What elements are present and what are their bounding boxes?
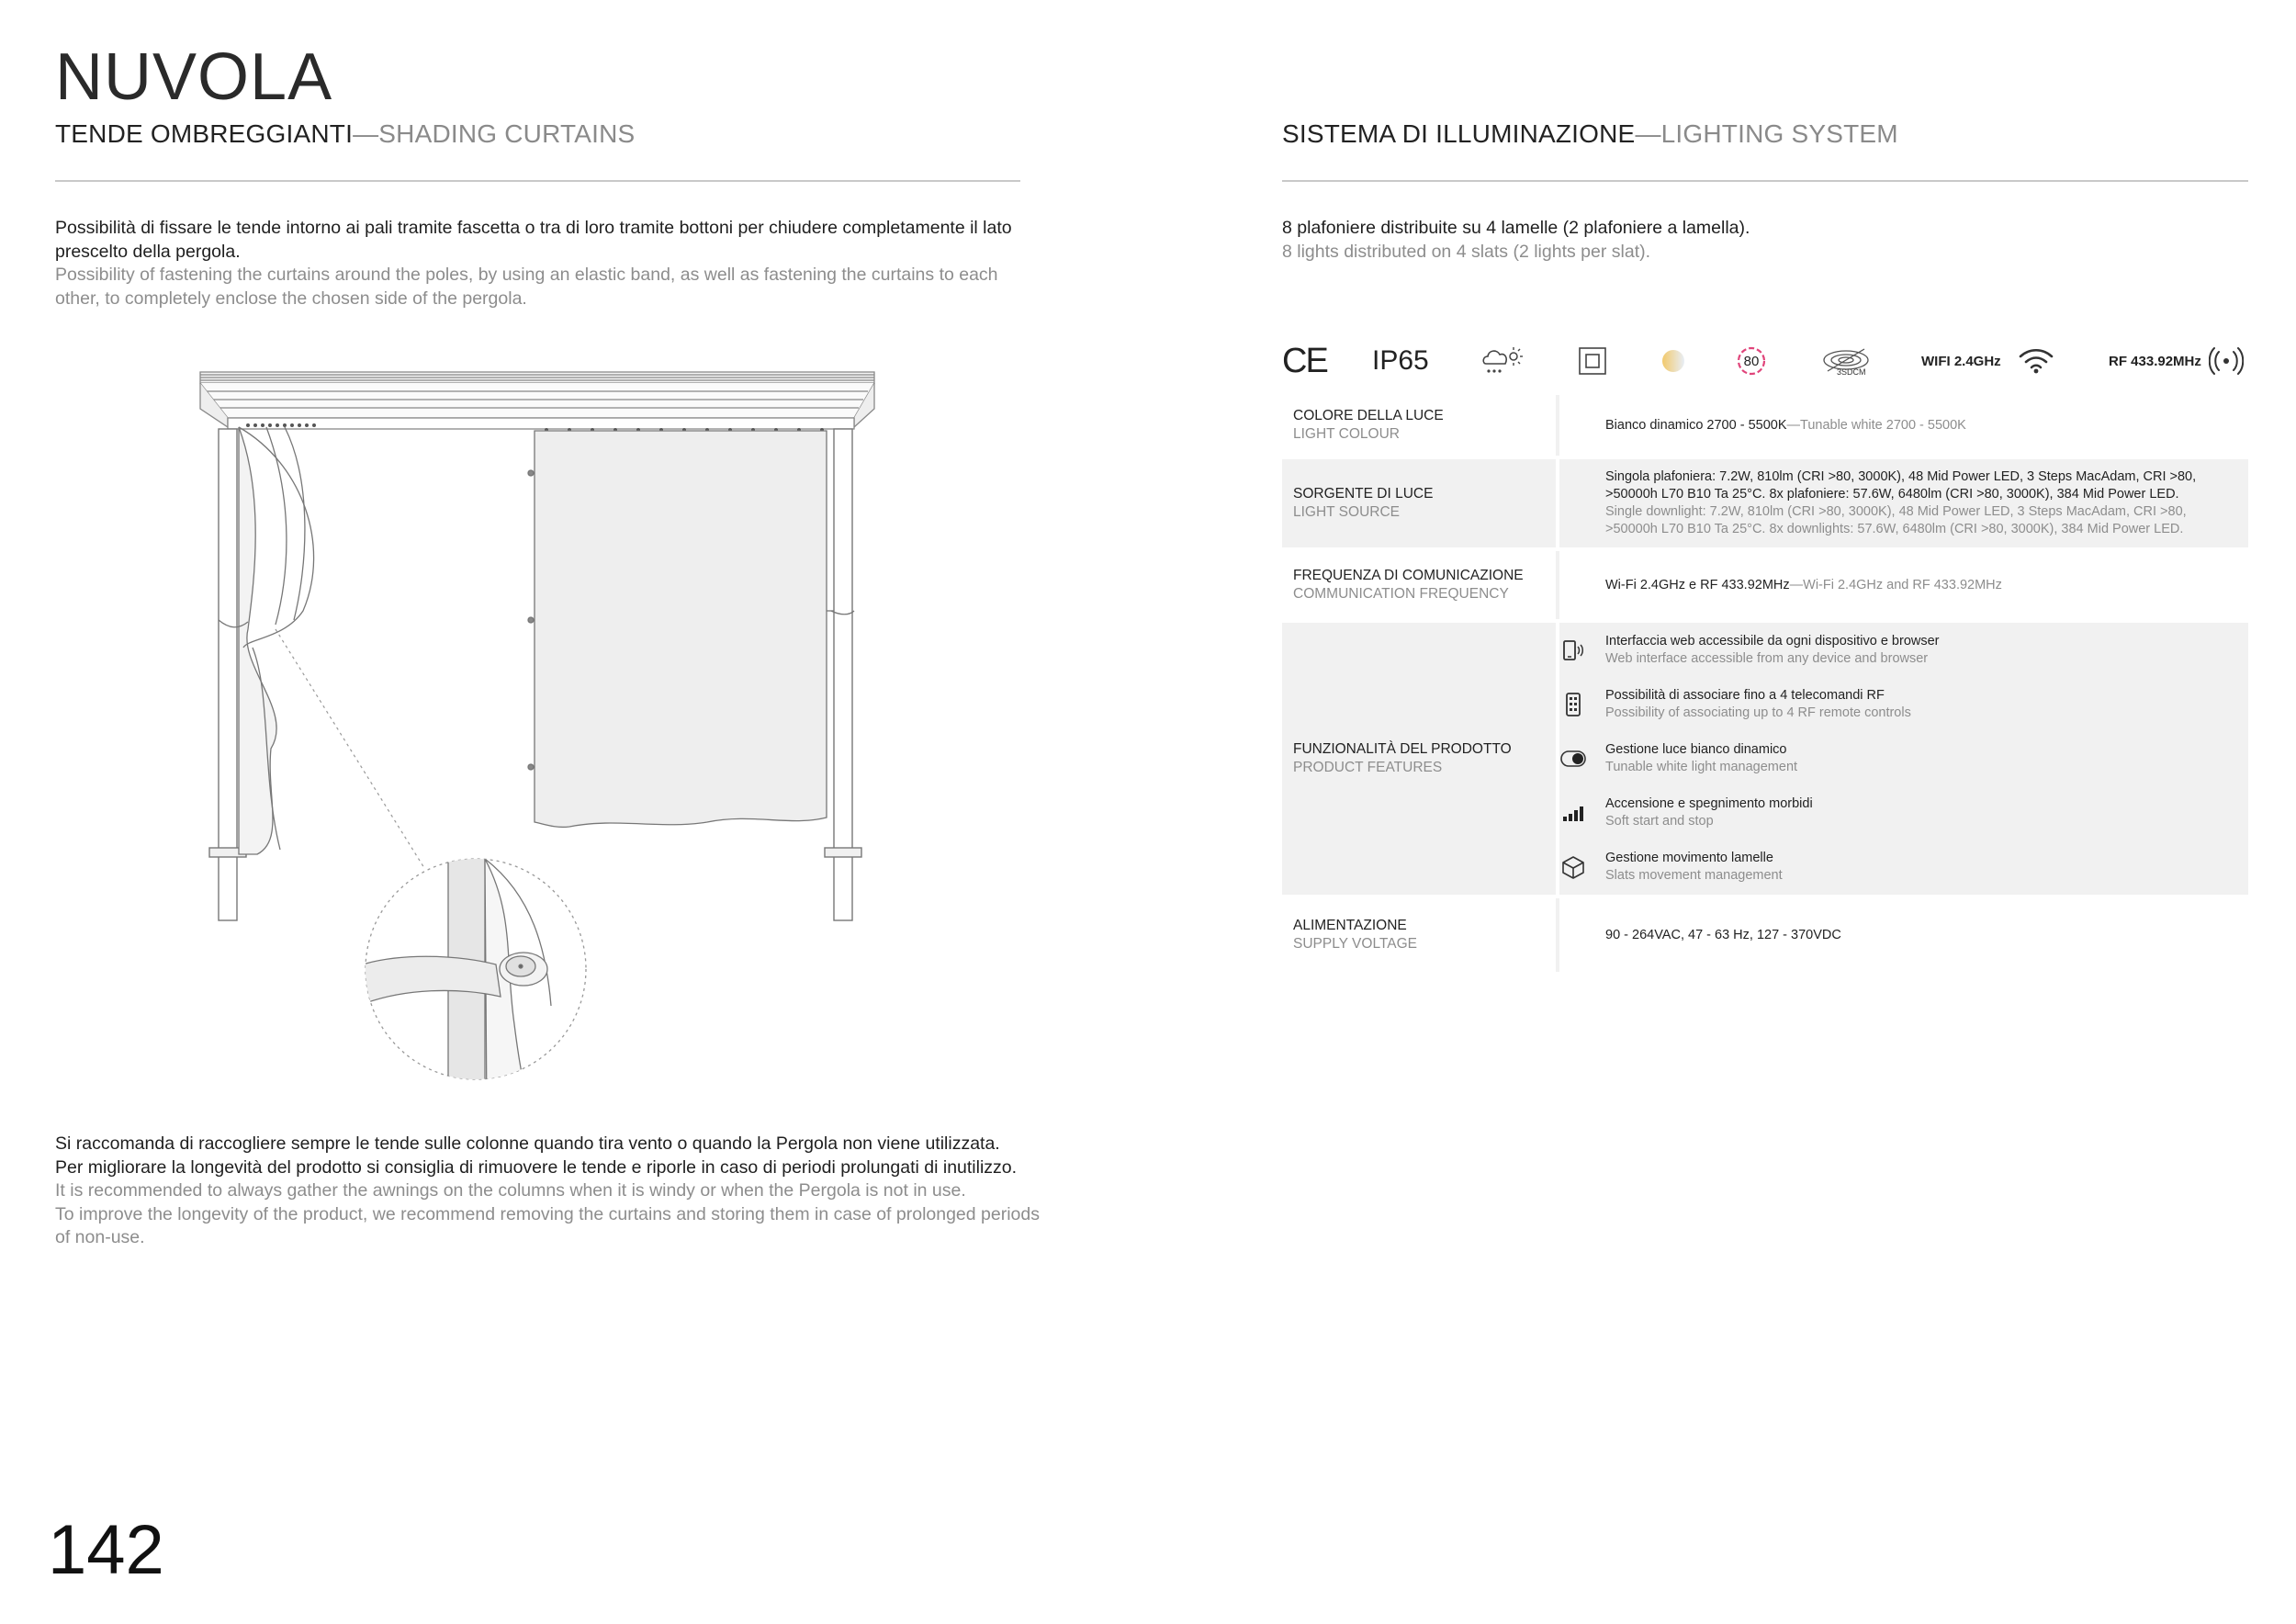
- heading-en: LIGHTING SYSTEM: [1660, 119, 1898, 148]
- note-it-1: Si raccomanda di raccogliere sempre le tende sulle colonne quando tira vento o quando la Pergola non viene utilizzata.: [55, 1133, 1000, 1154]
- lighting-intro-it: 8 plafoniere distribuite su 4 lamelle (2 plafoniere a lamella).: [1282, 218, 1750, 238]
- feature-item: [1605, 786, 2237, 840]
- feature-text-it: Possibilità di associare fino a 4 telecomandi RF: [1605, 688, 1885, 703]
- spec-value-it: 90 - 264VAC, 47 - 63 Hz, 127 - 370VDC: [1605, 927, 1841, 942]
- curtains-intro: [55, 217, 1029, 310]
- smartphone-wireless-icon: [1559, 637, 1587, 664]
- weather-resistant-icon: [1480, 340, 1523, 382]
- page-number: 142: [48, 1511, 164, 1589]
- page-title: NUVOLA: [55, 40, 333, 114]
- heading-en: SHADING CURTAINS: [378, 119, 636, 148]
- section-divider-left: [55, 180, 1020, 182]
- feature-item: [1605, 732, 2237, 786]
- curtains-intro-en: Possibility of fastening the curtains around the poles, by using an elastic band, as well as fastening the curtains to each other, to completely enclose the chosen side of the pergola.: [55, 265, 998, 309]
- wifi-2.4ghz-icon: WIFI 2.4GHz: [1921, 340, 2054, 382]
- spec-label: [1282, 623, 1559, 895]
- lighting-spec-table: [1282, 395, 2248, 976]
- note-it-2: Per migliorare la longevità del prodotto si consiglia di rimuovere le tende e riporle in caso di periodi prolungati di inutilizzo.: [55, 1156, 1018, 1178]
- feature-text-en: Tunable white light management: [1605, 760, 1798, 774]
- pergola-curtain-illustration: [184, 363, 900, 1098]
- note-en-2: To improve the longevity of the product, we recommend removing the curtains and storing them in case of prolonged periods of non-use.: [55, 1203, 1040, 1247]
- spec-value: [1559, 459, 2248, 547]
- spec-row-light-source: [1282, 459, 2248, 551]
- feature-text-en: Soft start and stop: [1605, 814, 1714, 829]
- feature-text-en: Web interface accessible from any device and browser: [1605, 651, 1929, 666]
- spec-value-en: Tunable white 2700 - 5500K: [1800, 417, 1966, 433]
- spec-value-en: Wi-Fi 2.4GHz and RF 433.92MHz: [1803, 577, 2002, 592]
- lighting-intro-en: 8 lights distributed on 4 slats (2 lights per slat).: [1282, 241, 1651, 262]
- spec-row-light-colour: [1282, 395, 2248, 459]
- spec-label-en: COMMUNICATION FREQUENCY: [1293, 586, 1509, 602]
- heading-it: SISTEMA DI ILLUMINAZIONE: [1282, 119, 1636, 148]
- spec-label: [1282, 459, 1559, 547]
- spec-row-communication-frequency: [1282, 551, 2248, 623]
- value-separator: —: [1789, 577, 1804, 592]
- ce-mark-icon: CE: [1282, 341, 1327, 380]
- spec-value: [1559, 898, 2248, 972]
- spec-value-it: Singola plafoniera: 7.2W, 810lm (CRI >80, 3000K), 48 Mid Power LED, 3 Steps MacAdam, CRI >80, >50000h L70 B10 Ta 25°C. 8x plafoniere: 57.6W, 6480lm (CRI >80, 3000K), 384 Mid Power LED.: [1605, 469, 2197, 502]
- heading-it: TENDE OMBREGGIANTI: [55, 119, 354, 148]
- spec-label-en: SUPPLY VOLTAGE: [1293, 936, 1417, 952]
- feature-text-it: Gestione movimento lamelle: [1605, 851, 1773, 865]
- class-ii-insulation-icon: [1578, 340, 1607, 382]
- section-heading-lighting: [1282, 121, 1898, 147]
- pergola-roof: [200, 372, 874, 429]
- feature-list: [1559, 623, 2248, 895]
- spec-value-it: Wi-Fi 2.4GHz e RF 433.92MHz: [1605, 577, 1790, 592]
- certification-icons: [1282, 340, 2256, 382]
- spec-label-it: SORGENTE DI LUCE: [1293, 486, 1434, 502]
- spec-label: [1282, 551, 1559, 619]
- section-divider-right: [1282, 180, 2248, 182]
- spec-label: [1282, 898, 1559, 972]
- feature-text-it: Accensione e spegnimento morbidi: [1605, 796, 1813, 811]
- detail-magnifier: [349, 840, 586, 1098]
- spec-value: [1559, 551, 2248, 619]
- hanging-curtain: [528, 431, 854, 827]
- curtains-usage-note: [55, 1133, 1042, 1250]
- spec-value-it: Bianco dinamico 2700 - 5500K: [1605, 417, 1787, 433]
- curtains-intro-it: Possibilità di fissare le tende intorno ai pali tramite fascetta o tra di loro tramite bottoni per chiudere completamente il lato prescelto della pergola.: [55, 218, 1012, 262]
- feature-text-it: Interfaccia web accessibile da ogni dispositivo e browser: [1605, 634, 1940, 648]
- lighting-intro: [1282, 217, 2248, 264]
- heading-separator: —: [1635, 119, 1661, 148]
- toggle-icon: [1559, 745, 1587, 773]
- feature-item: [1605, 624, 2237, 678]
- feature-text-it: Gestione luce bianco dinamico: [1605, 742, 1787, 757]
- spec-row-supply-voltage: [1282, 898, 2248, 976]
- spec-value: [1559, 395, 2248, 456]
- feature-item: [1605, 840, 2237, 895]
- note-en-1: It is recommended to always gather the awnings on the columns when it is windy or when the Pergola is not in use.: [55, 1180, 966, 1201]
- signal-bars-icon: [1559, 799, 1587, 827]
- section-heading-curtains: [55, 121, 635, 147]
- spec-label-it: COLORE DELLA LUCE: [1293, 408, 1444, 423]
- spec-label-it: ALIMENTAZIONE: [1293, 918, 1407, 933]
- detail-leader-line: [276, 629, 424, 868]
- spec-label-it: FUNZIONALITÀ DEL PRODOTTO: [1293, 741, 1512, 757]
- cri-80-icon: 80: [1736, 340, 1767, 382]
- feature-text-en: Possibility of associating up to 4 RF remote controls: [1605, 705, 1911, 720]
- spec-value-en: Single downlight: 7.2W, 810lm (CRI >80, 3000K), 48 Mid Power LED, 3 Steps MacAdam, CRI >80, >50000h L70 B10 Ta 25°C. 8x downlights: 57.6W, 6480lm (CRI >80, 3000K), 384 Mid Power LED.: [1605, 504, 2187, 536]
- feature-text-en: Slats movement management: [1605, 868, 1783, 883]
- spec-row-product-features: [1282, 623, 2248, 898]
- spec-label: [1282, 395, 1559, 456]
- feature-item: [1605, 678, 2237, 732]
- value-separator: —: [1786, 417, 1800, 433]
- cube-icon: [1559, 853, 1587, 881]
- macadam-3sdcm-icon: 3SDCM: [1820, 340, 1872, 382]
- spec-label-en: LIGHT COLOUR: [1293, 426, 1400, 442]
- spec-label-it: FREQUENZA DI COMUNICAZIONE: [1293, 568, 1524, 583]
- tunable-white-icon: [1660, 340, 1686, 382]
- remote-control-icon: [1559, 691, 1587, 718]
- ip65-icon: IP65: [1372, 345, 1429, 376]
- spec-label-en: LIGHT SOURCE: [1293, 504, 1400, 520]
- heading-separator: —: [353, 119, 379, 148]
- rf-433mhz-icon: RF 433.92MHz: [2109, 340, 2244, 382]
- spec-label-en: PRODUCT FEATURES: [1293, 760, 1443, 775]
